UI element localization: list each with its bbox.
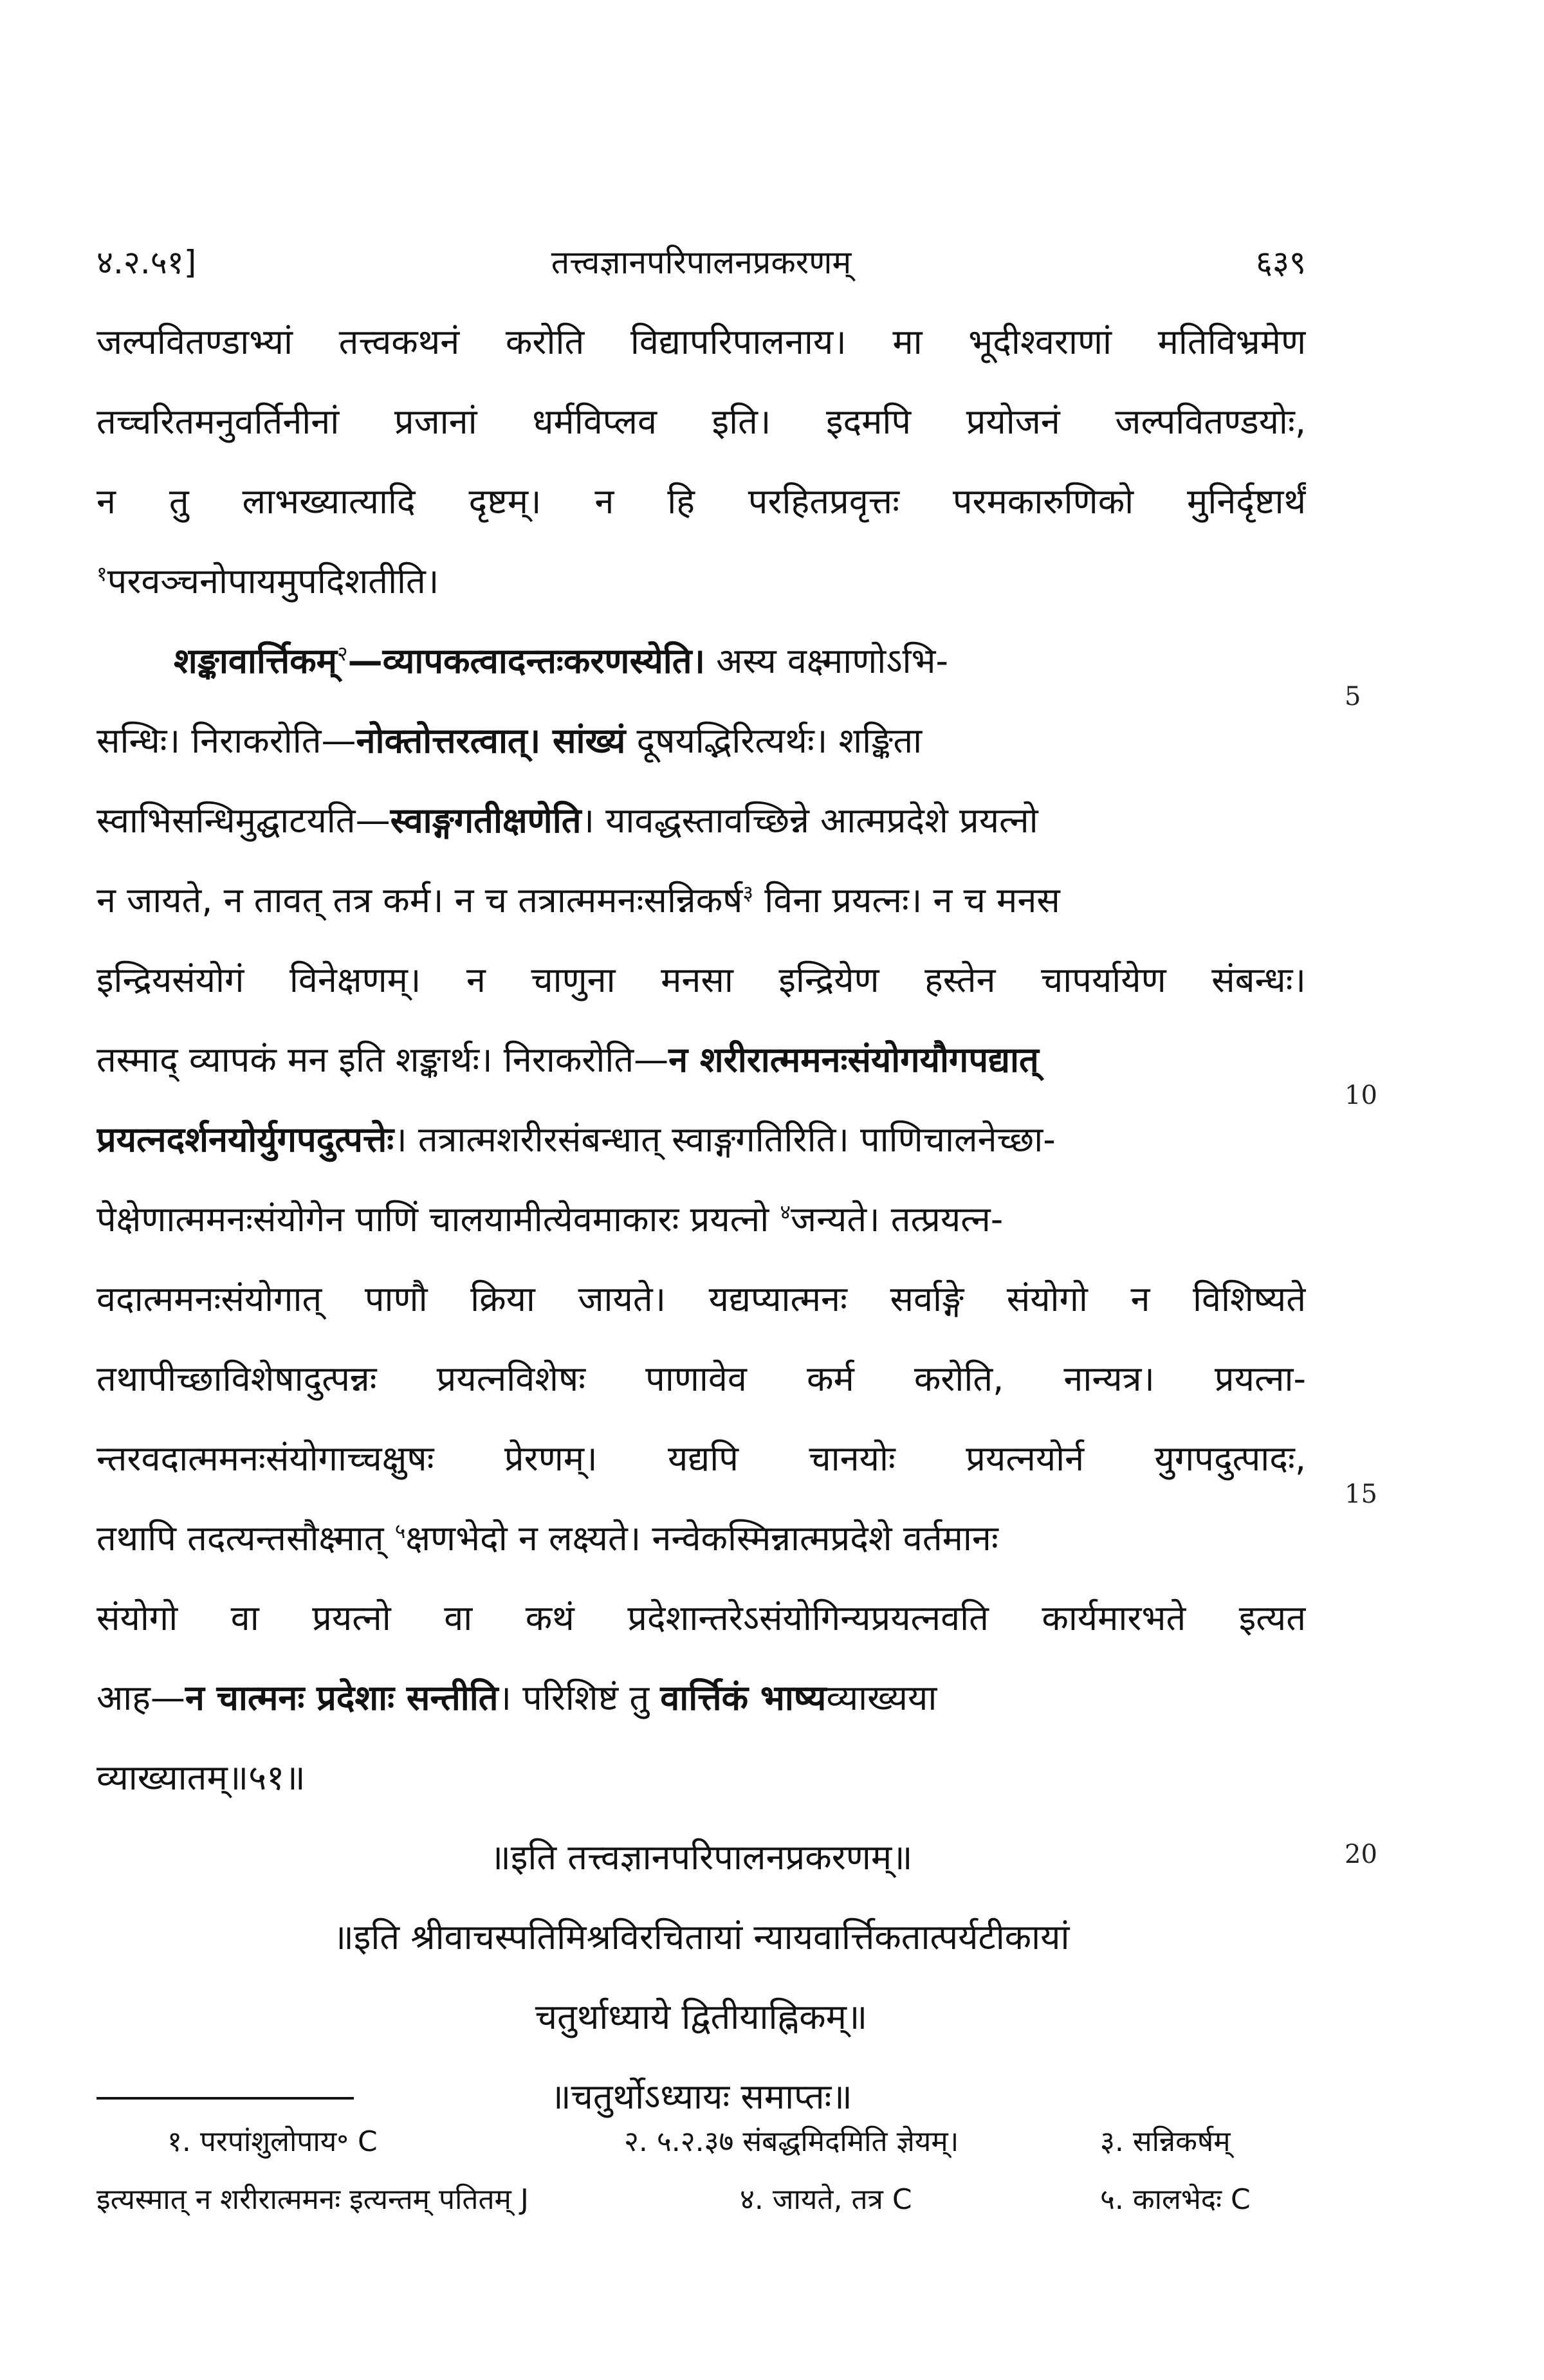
text-line: तच्चरितमनुवर्तिनीनां प्रजानां धर्मविप्लव इति। इदमपि प्रयोजनं जल्पवितण्डयोः, [96, 401, 1306, 442]
text-line: आह—न चात्मनः प्रदेशाः सन्तीति। परिशिष्टं तु वार्त्तिकं भाष्यव्याख्यया [96, 1678, 937, 1718]
text-line: प्रयत्नदर्शनयोर्युगपदुत्पत्तेः। तत्रात्मशरीरसंबन्धात् स्वाङ्गगतिरिति। पाणिचालनेच्छा- [96, 1119, 1056, 1160]
footnote: ५. कालभेदः C [1100, 2183, 1251, 2216]
bold-term: न शरीरात्ममनःसंयोगयौगपद्यात् [668, 1039, 1039, 1080]
footnote-line [96, 2174, 1306, 2226]
footnote-marker: ४ [780, 1200, 791, 1224]
text-line: न तु लाभख्यात्यादि दृष्टम्। न हि परहितप्रवृत्तः परमकारुणिको मुनिर्दृष्टार्थं [96, 481, 1306, 522]
text-line: तथापि तदत्यन्तसौक्ष्मात् $^५$क्षणभेदो न लक्ष्यते। नन्वेकस्मिन्नात्मप्रदेशे वर्तमानः [96, 1518, 998, 1559]
text-line: स्वाभिसन्धिमुद्घाटयति—स्वाङ्गगतीक्षणेति। यावद्धस्तावच्छिन्ने आत्मप्रदेशे प्रयत्नो [96, 800, 1038, 841]
line-number: 10 [1345, 1081, 1377, 1110]
bold-term: न चात्मनः प्रदेशाः सन्तीति [185, 1678, 499, 1718]
text-line: न्तरवदात्ममनःसंयोगाच्चक्षुषः प्रेरणम्। यद्यपि चानयोः प्रयत्नयोर्न युगपदुत्पादः, [96, 1438, 1306, 1479]
footnote-marker: ५ [394, 1519, 406, 1543]
main-text [96, 302, 1306, 2137]
text-line: न जायते, न तावत् तत्र कर्म। न च तत्रात्ममनःसन्निकर्ष$^३$ विना प्रयत्नः। न च मनस [96, 880, 1060, 920]
text-line: शङ्कावार्त्तिकम्$^२$—व्यापकत्वादन्तःकरणस्येति। अस्य वक्ष्माणोऽभि- [174, 641, 948, 681]
colophon-line: ॥इति श्रीवाचस्पतिमिश्रविरचितायां न्यायवार्त्तिकतात्पर्यटीकायां [333, 1917, 1070, 1957]
text-line: जल्पवितण्डाभ्यां तत्त्वकथनं करोति विद्यापरिपालनाय। मा भूदीश्वराणां मतिविभ्रमेण [96, 322, 1306, 362]
page-number: ६३९ [1256, 244, 1306, 281]
footnote: ३. सन्निकर्षम् [1100, 2125, 1231, 2158]
colophon-line: ॥इति तत्त्वज्ञानपरिपालनप्रकरणम्॥ [490, 1837, 913, 1878]
footnote-marker: १ [96, 562, 107, 586]
footnote-marker: ३ [742, 881, 754, 905]
text-line: तथापीच्छाविशेषादुत्पन्नः प्रयत्नविशेषः पाणावेव कर्म करोति, नान्यत्र। प्रयत्ना- [96, 1359, 1306, 1399]
text-line: सन्धिः। निराकरोति—नोक्तोत्तरत्वात्। सांख्यं दूषयद्भिरित्यर्थः। शङ्किता [96, 720, 923, 761]
text-line: पेक्षेणात्ममनःसंयोगेन पाणिं चालयामीत्येवमाकारः प्रयत्नो $^४$जन्यते। तत्प्रयत्न- [96, 1199, 1004, 1240]
footnote: २. ५.२.३७ संबद्धमिदमिति ज्ञेयम्। [624, 2125, 959, 2158]
line-number: 20 [1345, 1840, 1377, 1869]
footnote-marker: २ [336, 641, 348, 666]
text-line: संयोगो वा प्रयत्नो वा कथं प्रदेशान्तरेऽसंयोगिन्यप्रयत्नवति कार्यमारभते इत्यत [96, 1598, 1306, 1638]
bold-term: प्रयत्नदर्शनयोर्युगपदुत्पत्तेः [96, 1119, 394, 1160]
footnote-line [96, 2116, 1306, 2168]
bold-term: स्वाङ्गगतीक्षणेति [390, 800, 582, 841]
text-line: $^१$परवञ्चनोपायमुपदिशतीति। [96, 561, 439, 601]
footnote: इत्यस्मात् न शरीरात्ममनः इत्यन्तम् पतितम् J [96, 2183, 529, 2216]
footnote-rule [96, 2097, 354, 2100]
text-line: व्याख्यातम्॥५१॥ [96, 1757, 306, 1798]
running-header [96, 239, 1306, 291]
text-line: वदात्ममनःसंयोगात् पाणौ क्रिया जायते। यद्यप्यात्मनः सर्वाङ्गे संयोगो न विशिष्यते [96, 1279, 1306, 1319]
bold-term: नोक्तोत्तरत्वात्। सांख्यं [356, 720, 626, 761]
text-line: तस्माद् व्यापकं मन इति शङ्कार्थः। निराकरोति—न शरीरात्ममनःसंयोगयौगपद्यात् [96, 1039, 1039, 1080]
text-line: इन्द्रियसंयोगं विनेक्षणम्। न चाणुना मनसा इन्द्रियेण हस्तेन चापर्यायेण संबन्धः। [96, 960, 1306, 1000]
bold-term: शङ्कावार्त्तिकम् [174, 641, 337, 681]
running-title: तत्त्वज्ञानपरिपालनप्रकरणम् [551, 244, 852, 281]
footnote: ४. जायते, तत्र C [740, 2183, 912, 2216]
line-number: 5 [1345, 682, 1361, 711]
section-reference: ४.२.५१] [96, 244, 197, 281]
colophon-line: ॥चतुर्थोऽध्यायः समाप्तः॥ [550, 2076, 852, 2117]
footnote: १. परपांशुलोपाय॰ C [167, 2125, 378, 2158]
line-number: 15 [1345, 1479, 1377, 1509]
bold-term: —व्यापकत्वादन्तःकरणस्येति। [347, 641, 705, 681]
colophon-line: चतुर्थाध्याये द्वितीयाह्निकम्॥ [535, 1997, 868, 2037]
bold-term: वार्त्तिकं भाष्य [660, 1678, 827, 1718]
